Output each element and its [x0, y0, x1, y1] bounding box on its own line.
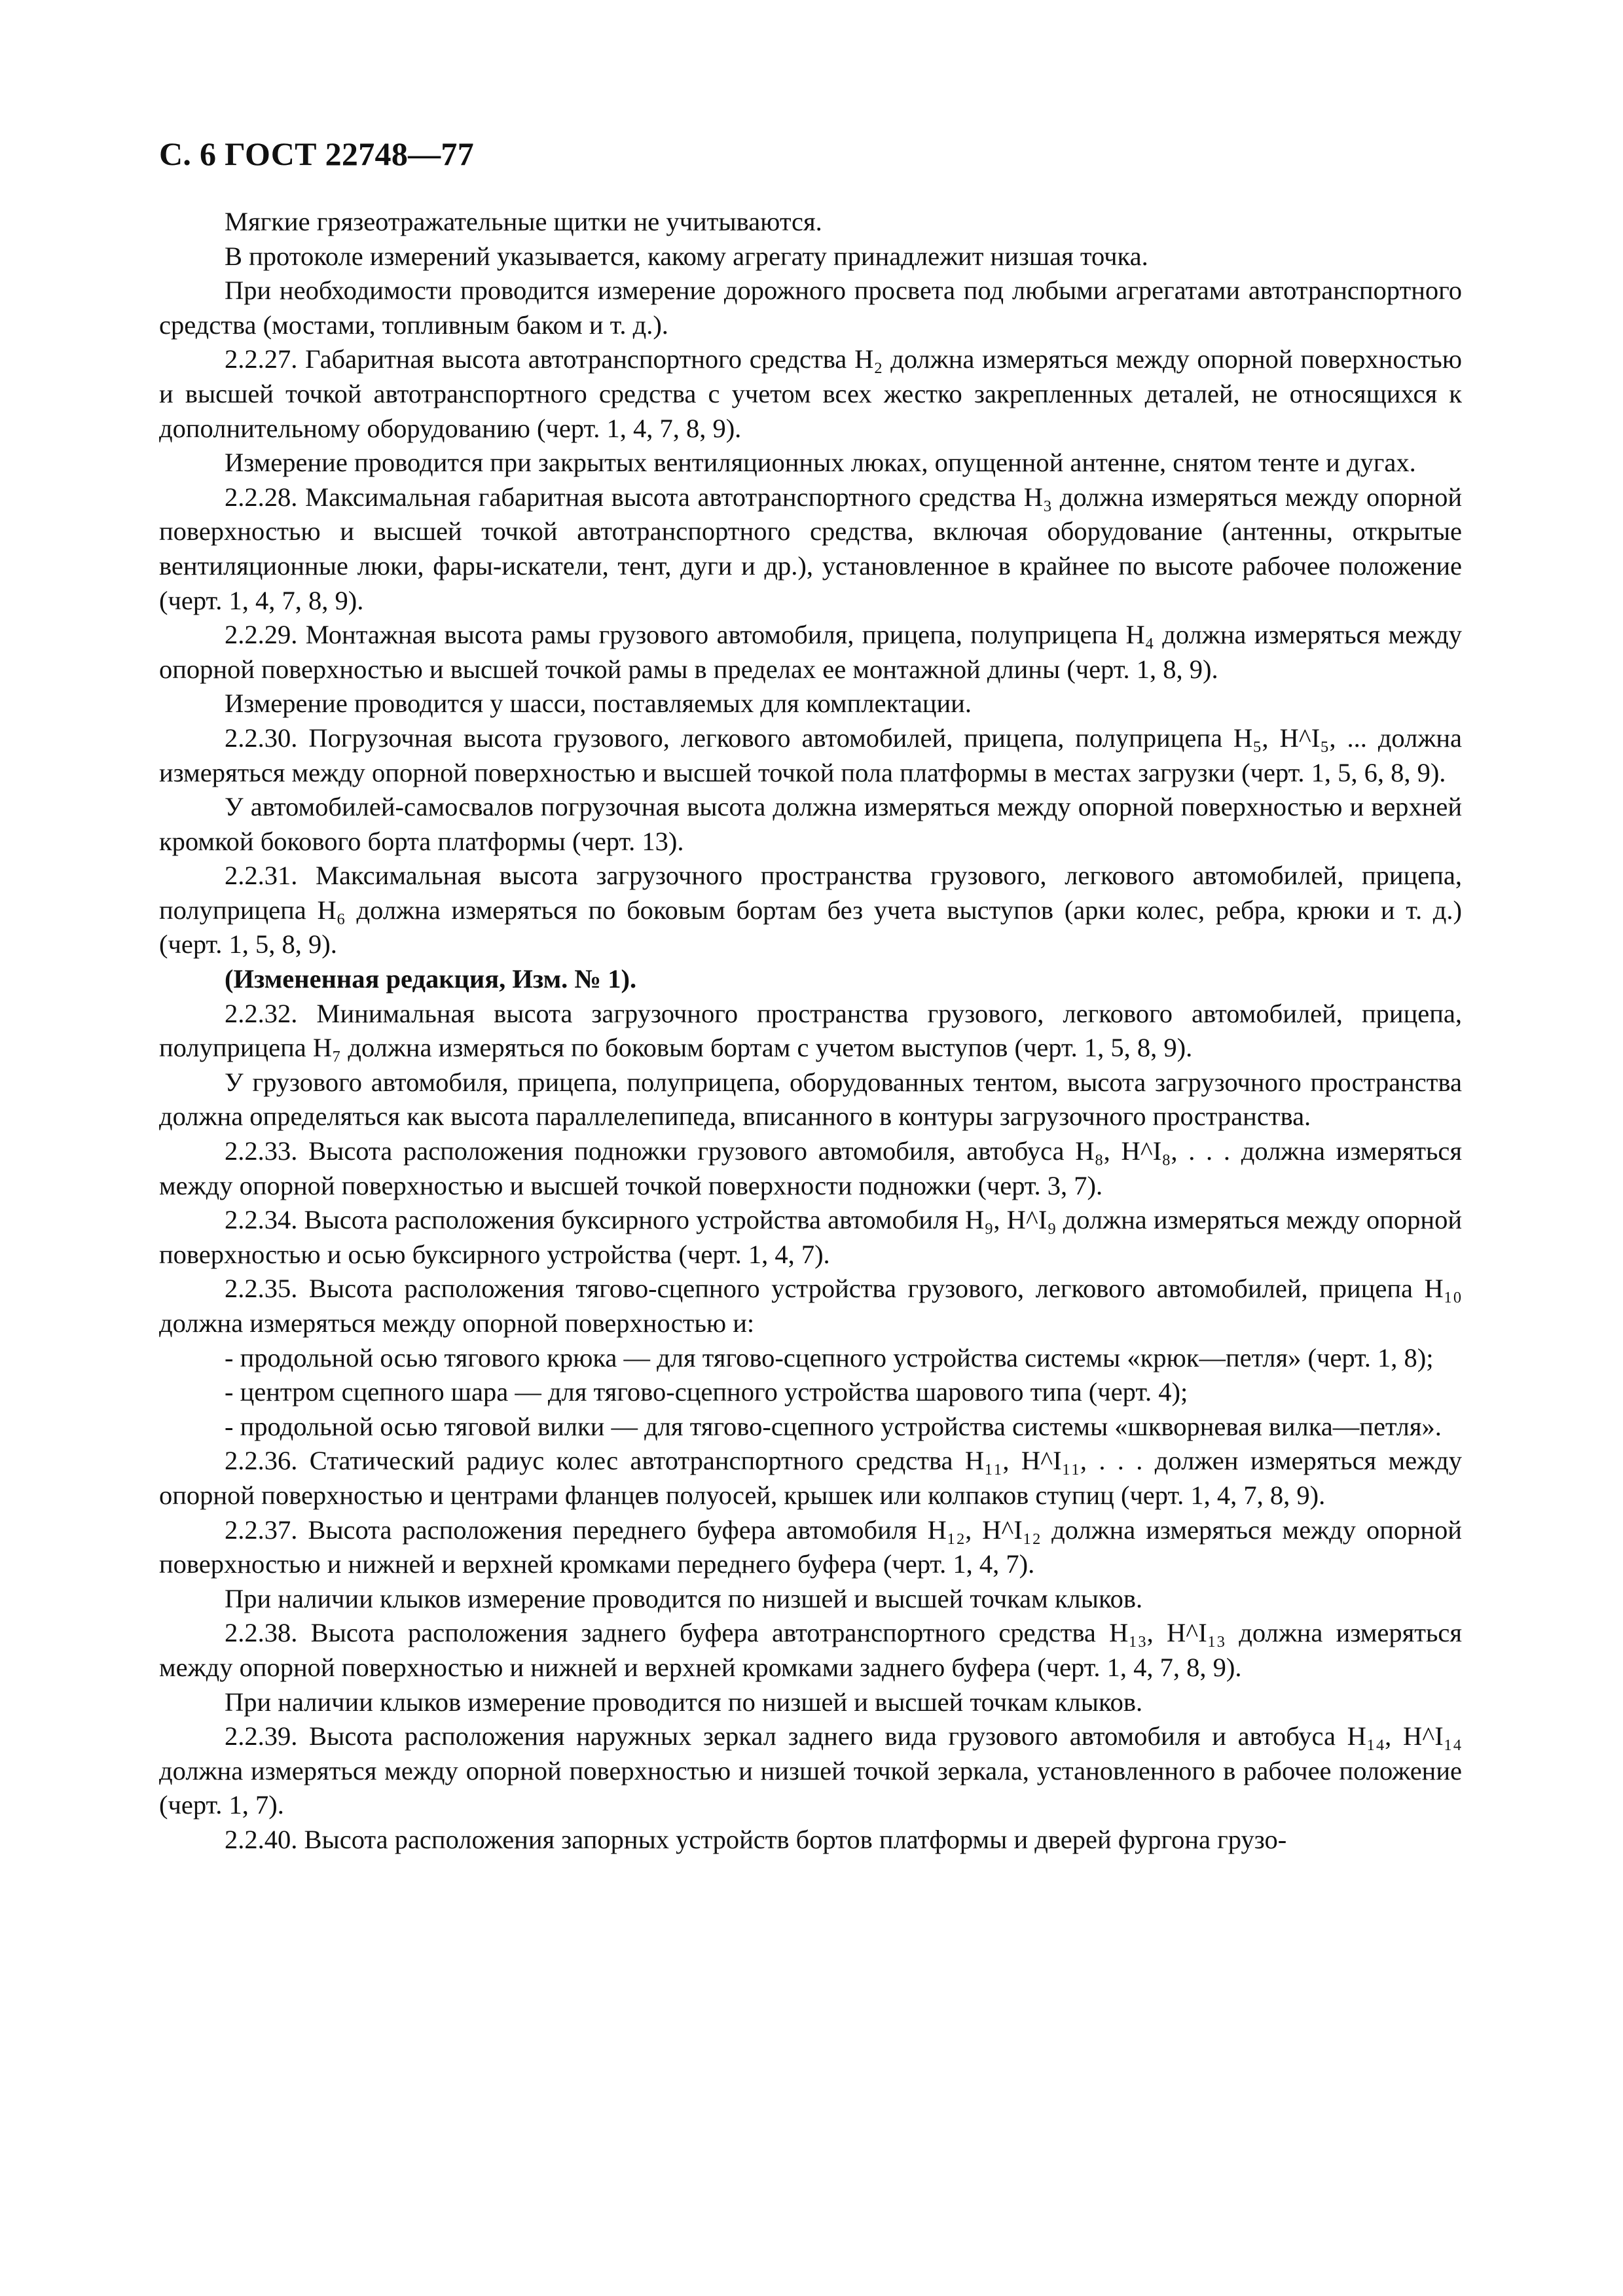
- document-body: [159, 205, 1462, 1857]
- paragraph: Измерение проводится при закрытых вентиляционных люках, опущенной антенне, снятом тенте и дугах.: [225, 448, 1416, 478]
- paragraph: 2.2.33. Высота расположения подножки грузового автомобиля, автобуса H₈, H^I₈, . . . должна измеряться между опорной поверхностью и высшей точкой поверхности подножки (черт. 3, 7).: [159, 1136, 1462, 1200]
- paragraph: 2.2.36. Статический радиус колес автотранспортного средства H₁₁, H^I₁₁, . . . должен измеряться между опорной поверхностью и центрами фланцев полуосей, крышек или колпаков ступиц (черт. 1, 4, 7, 8, 9).: [159, 1446, 1462, 1510]
- paragraph: У автомобилей-самосвалов погрузочная высота должна измеряться между опорной поверхностью и верхней кромкой бокового борта платформы (черт. 13).: [159, 792, 1462, 856]
- paragraph: 2.2.31. Максимальная высота загрузочного пространства грузового, легкового автомобилей, прицепа, полуприцепа H₆ должна измеряться по боковым бортам без учета выступов (арки колес, ребра, крюки и т. д.) (черт. 1, 5, 8, 9).: [159, 861, 1462, 960]
- paragraph: В протоколе измерений указывается, какому агрегату принадлежит низшая точка.: [225, 241, 1148, 271]
- paragraph: При наличии клыков измерение проводится по низшей и высшей точкам клыков.: [225, 1687, 1143, 1717]
- paragraph: Измерение проводится у шасси, поставляемых для комплектации.: [225, 689, 972, 719]
- paragraph: 2.2.38. Высота расположения заднего буфера автотранспортного средства H₁₃, H^I₁₃ должна измеряться между опорной поверхностью и нижней и верхней кромками заднего буфера (черт. 1, 4, 7, 8, 9).: [159, 1618, 1462, 1682]
- list-item: - продольной осью тягового крюка — для тягово-сцепного устройства системы «крюк—петля» (черт. 1, 8);: [225, 1342, 1434, 1372]
- paragraph: 2.2.39. Высота расположения наружных зеркал заднего вида грузового автомобиля и автобуса H₁₄, H^I₁₄ должна измеряться между опорной поверхностью и низшей точкой зеркала, установленного в рабочее положение (черт. 1, 7).: [159, 1721, 1462, 1820]
- paragraph: При необходимости проводится измерение дорожного просвета под любыми агрегатами автотранспортного средства (мостами, топливным баком и т. д.).: [159, 276, 1462, 340]
- paragraph: При наличии клыков измерение проводится по низшей и высшей точкам клыков.: [225, 1583, 1143, 1613]
- list-item: - центром сцепного шара — для тягово-сцепного устройства шарового типа (черт. 4);: [225, 1377, 1188, 1407]
- paragraph: 2.2.30. Погрузочная высота грузового, легкового автомобилей, прицепа, полуприцепа H₅, H^I₅, ... должна измеряться между опорной поверхностью и высшей точкой пола платформы в местах загрузки (черт. 1, 5, 6, 8, 9).: [159, 723, 1462, 787]
- paragraph: Мягкие грязеотражательные щитки не учитываются.: [225, 207, 822, 236]
- paragraph: 2.2.40. Высота расположения запорных устройств бортов платформы и дверей фургона грузо-: [225, 1824, 1287, 1854]
- paragraph: 2.2.37. Высота расположения переднего буфера автомобиля H₁₂, H^I₁₂ должна измеряться между опорной поверхностью и нижней и верхней кромками переднего буфера (черт. 1, 4, 7).: [159, 1515, 1462, 1579]
- paragraph: 2.2.35. Высота расположения тягово-сцепного устройства грузового, легкового автомобилей, прицепа H₁₀ должна измеряться между опорной поверхностью и:: [159, 1274, 1462, 1338]
- page-header: С. 6 ГОСТ 22748—77: [159, 135, 475, 172]
- amendment-note: (Измененная редакция, Изм. № 1).: [225, 964, 637, 994]
- paragraph: 2.2.34. Высота расположения буксирного устройства автомобиля H₉, H^I₉ должна измеряться между опорной поверхностью и осью буксирного устройства (черт. 1, 4, 7).: [159, 1205, 1462, 1269]
- paragraph: 2.2.28. Максимальная габаритная высота автотранспортного средства H₃ должна измеряться между опорной поверхностью и высшей точкой автотранспортного средства, включая оборудование (антенны, открытые вентиляционные люки, фары-искатели, тент, дуги и др.), установленное в крайнее по высоте рабочее положение (черт. 1, 4, 7, 8, 9).: [159, 482, 1462, 615]
- paragraph: 2.2.29. Монтажная высота рамы грузового автомобиля, прицепа, полуприцепа H₄ должна измеряться между опорной поверхностью и высшей точкой рамы в пределах ее монтажной длины (черт. 1, 8, 9).: [159, 620, 1462, 684]
- paragraph: У грузового автомобиля, прицепа, полуприцепа, оборудованных тентом, высота загрузочного пространства должна определяться как высота параллелепипеда, вписанного в контуры загрузочного пространства.: [159, 1067, 1462, 1132]
- document-page: [159, 134, 1462, 1857]
- paragraph: 2.2.27. Габаритная высота автотранспортного средства H₂ должна измеряться между опорной поверхностью и высшей точкой автотранспортного средства с учетом всех жестко закрепленных деталей, не относящихся к дополнительному оборудованию (черт. 1, 4, 7, 8, 9).: [159, 344, 1462, 443]
- paragraph: 2.2.32. Минимальная высота загрузочного пространства грузового, легкового автомобилей, прицепа, полуприцепа H₇ должна измеряться по боковым бортам с учетом выступов (черт. 1, 5, 8, 9).: [159, 998, 1462, 1063]
- list-item: - продольной осью тяговой вилки — для тягово-сцепного устройства системы «шкворневая вилка—петля».: [225, 1411, 1442, 1441]
